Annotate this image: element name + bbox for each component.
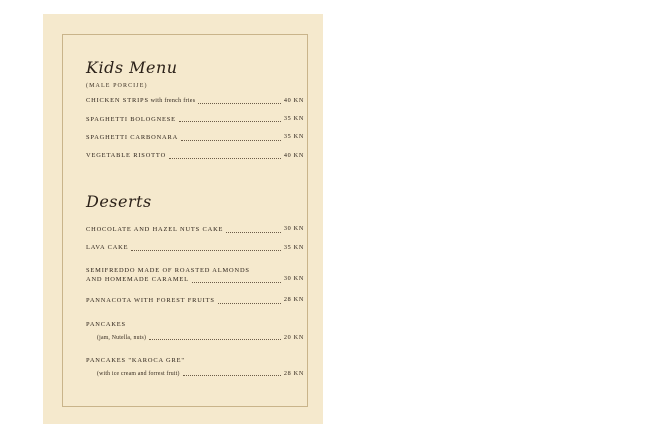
deserts-title: Deserts (86, 192, 152, 211)
menu-item-name: PANCAKES "KAROCA GRE" (86, 357, 185, 365)
menu-item-detail-row (86, 334, 304, 341)
menu-item-price: 35 KN (283, 133, 304, 141)
menu-item-price: 28 KN (283, 370, 304, 378)
menu-item-price: 40 KN (283, 96, 304, 104)
leader-dots (169, 157, 281, 159)
kids-menu-subtitle: (MALE PORCIJE) (86, 83, 148, 89)
menu-item (86, 96, 304, 106)
menu-item-name-detail: with french fries (148, 98, 196, 104)
menu-item-price: 35 KN (283, 114, 304, 122)
leader-dots (149, 338, 281, 340)
leader-dots (131, 249, 280, 251)
leader-dots (192, 281, 281, 283)
leader-dots (179, 120, 281, 122)
leader-dots (226, 231, 281, 233)
menu-item-name: SPAGHETTI CARBONARA (86, 133, 179, 141)
kids-menu-title: Kids Menu (86, 58, 178, 77)
menu-item-price: 30 KN (283, 225, 304, 233)
menu-item (86, 133, 304, 142)
menu-item-name: SPAGHETTI BOLOGNESE (86, 115, 176, 123)
leader-dots (181, 139, 281, 141)
menu-item (86, 225, 304, 234)
menu-item-name: CHICKEN STRIPS with french fries (86, 97, 196, 104)
menu-item-line2 (86, 275, 304, 284)
menu-item-price: 30 KN (283, 275, 304, 283)
menu-item (86, 115, 304, 124)
leader-dots (218, 302, 281, 304)
menu-item-name: VEGETABLE RISOTTO (86, 152, 167, 160)
menu-card (43, 14, 323, 424)
menu-item-name: PANNACOTA WITH FOREST FRUITS (86, 297, 215, 305)
menu-item-name: PANCAKES (86, 321, 126, 329)
menu-item-detail-row (86, 370, 304, 377)
menu-item-price: 40 KN (283, 151, 304, 159)
deserts-section (86, 192, 304, 386)
kids-menu-section (86, 58, 304, 170)
leader-dots (198, 102, 280, 104)
menu-item-name-line2: AND HOMEMADE CARAMEL (86, 275, 189, 283)
menu-item-detail: (with ice cream and forrest fruit) (97, 371, 180, 378)
menu-item-price: 20 KN (283, 334, 304, 342)
menu-item (86, 243, 304, 252)
menu-item-name: CHOCOLATE AND HAZEL NUTS CAKE (86, 226, 224, 233)
menu-item (86, 266, 304, 285)
menu-item-name-line1: SEMIFREDDO MADE OF ROASTED ALMONDS (86, 266, 250, 274)
menu-item (86, 296, 304, 305)
menu-item-price: 28 KN (283, 296, 304, 304)
menu-item-price: 35 KN (283, 243, 304, 251)
leader-dots (183, 374, 281, 376)
menu-item (86, 321, 304, 341)
menu-item (86, 357, 304, 377)
menu-item-name: LAVA CAKE (86, 244, 129, 252)
menu-item-detail: (jam, Nutella, nuts) (97, 335, 147, 342)
menu-item (86, 151, 304, 160)
